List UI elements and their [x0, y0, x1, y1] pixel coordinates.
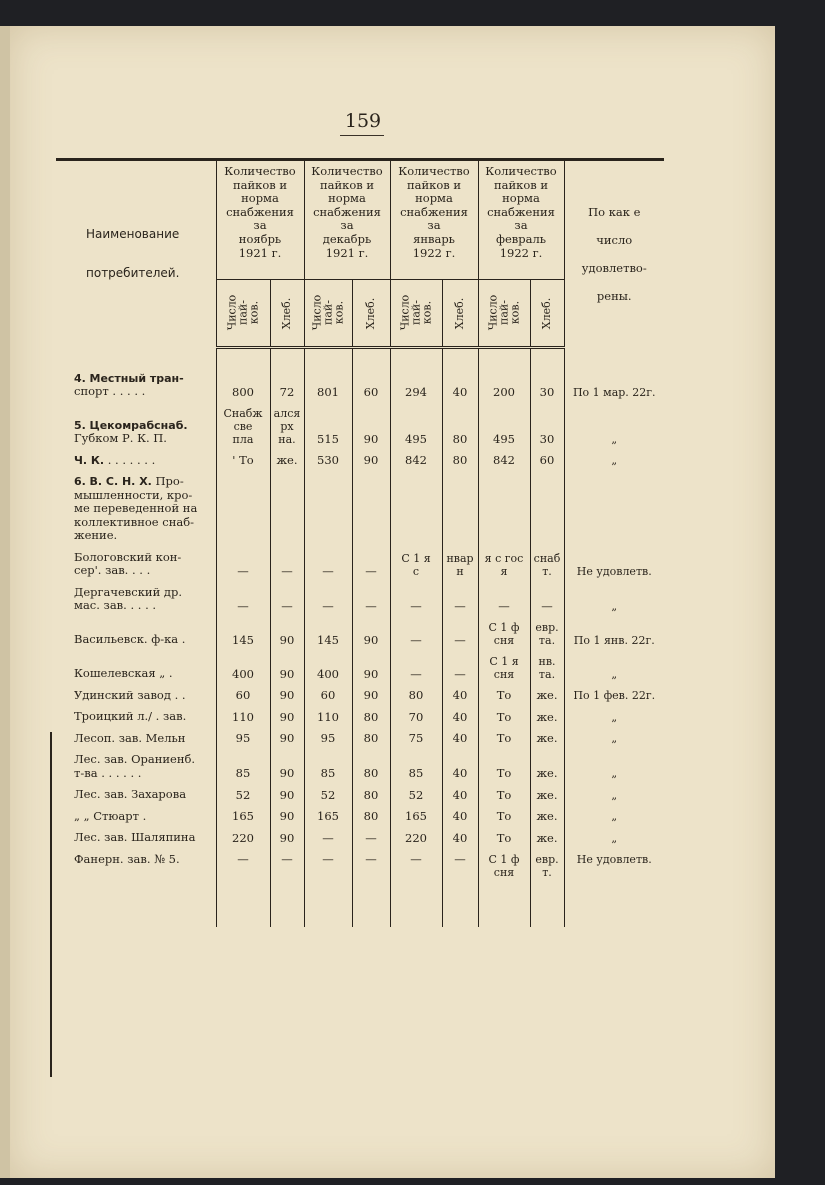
row-name: [56, 782, 216, 804]
row-cell: —: [352, 825, 390, 847]
row-cell: 30: [530, 401, 564, 448]
page-number: 159: [344, 110, 382, 132]
row-cell: [390, 469, 442, 545]
row-cell: То: [478, 804, 530, 826]
subheader-count-label: Число пай- ков.: [310, 294, 346, 331]
row-name-text: „ „ Стюарт .: [74, 808, 147, 823]
row-cell: 530: [304, 448, 352, 470]
row-cell: С 1 я с: [390, 545, 442, 580]
row-name-text: Про- мышленности, кро- ме переведенной на коллективное снаб- жение.: [74, 474, 198, 542]
row-cell: —: [216, 847, 270, 927]
table-row: [56, 469, 664, 545]
row-cell: С 1 ф сня: [478, 847, 530, 927]
row-note: „: [564, 401, 664, 448]
subheader-count-november: [216, 280, 270, 348]
row-cell: 842: [478, 448, 530, 470]
row-cell: —: [304, 580, 352, 615]
row-cell: нв. та.: [530, 649, 564, 683]
row-cell: 801: [304, 348, 352, 401]
row-cell: —: [216, 545, 270, 580]
table-row: [56, 448, 664, 470]
row-cell: 40: [442, 825, 478, 847]
row-name-bold: Местный тран-: [89, 371, 184, 385]
row-cell: 495: [478, 401, 530, 448]
row-cell: То: [478, 683, 530, 705]
header-name: [56, 160, 216, 348]
row-cell: 85: [304, 747, 352, 782]
row-name: [56, 825, 216, 847]
row-cell: 90: [352, 401, 390, 448]
row-cell: 80: [442, 401, 478, 448]
row-cell: 90: [270, 683, 304, 705]
row-note: „: [564, 726, 664, 748]
row-name-text: Лес. зав. Захарова: [74, 787, 187, 801]
row-cell: —: [352, 580, 390, 615]
row-cell: То: [478, 704, 530, 726]
row-name: [56, 469, 216, 545]
row-name: [56, 448, 216, 470]
row-cell: 40: [442, 804, 478, 826]
table-row: [56, 782, 664, 804]
row-cell: же.: [530, 825, 564, 847]
row-cell: 165: [304, 804, 352, 826]
row-cell: —: [304, 545, 352, 580]
table-row: [56, 348, 664, 401]
row-note: Не удовлетв.: [564, 545, 664, 580]
row-name-text: Дергачевский др. мас. зав. . . . .: [74, 584, 182, 612]
row-cell: —: [352, 545, 390, 580]
row-note: По 1 янв. 22г.: [564, 615, 664, 649]
row-cell: [530, 469, 564, 545]
row-name-text: спорт . . . . .: [74, 384, 146, 398]
subheader-count-label: Число пай- ков.: [486, 294, 522, 331]
row-name: [56, 348, 216, 401]
row-cell: 220: [390, 825, 442, 847]
table-row: [56, 825, 664, 847]
left-border-rule: [50, 732, 52, 1077]
row-name-bold: В. С. Н. Х.: [89, 475, 152, 488]
row-cell: же.: [270, 448, 304, 470]
subheader-bread-february: [530, 280, 564, 348]
row-number: 4.: [74, 371, 86, 385]
row-cell: 495: [390, 401, 442, 448]
row-cell: —: [390, 649, 442, 683]
row-cell: 165: [390, 804, 442, 826]
row-name-bold: Цекомрабснаб.: [89, 418, 188, 432]
row-name-text: Лес. зав. Шаляпина: [74, 830, 196, 844]
row-cell: 80: [352, 804, 390, 826]
row-cell: 52: [216, 782, 270, 804]
row-cell: 90: [270, 747, 304, 782]
row-name-text: Васильевск. ф-ка .: [74, 632, 186, 646]
row-cell: —: [442, 615, 478, 649]
row-cell: 60: [352, 348, 390, 401]
row-note: „: [564, 825, 664, 847]
row-cell: —: [390, 615, 442, 649]
row-cell: То: [478, 747, 530, 782]
row-cell: То: [478, 726, 530, 748]
row-cell: 60: [530, 448, 564, 470]
row-cell: же.: [530, 683, 564, 705]
subheader-bread-label: Хлеб.: [364, 297, 378, 329]
row-cell: 110: [304, 704, 352, 726]
row-cell: же.: [530, 782, 564, 804]
row-note: „: [564, 649, 664, 683]
row-cell: 40: [442, 726, 478, 748]
row-cell: [270, 469, 304, 545]
row-cell: 515: [304, 401, 352, 448]
row-cell: 200: [478, 348, 530, 401]
table-row: [56, 401, 664, 448]
row-cell: 90: [352, 683, 390, 705]
row-cell: 80: [352, 747, 390, 782]
row-cell: —: [478, 580, 530, 615]
row-cell: 40: [442, 747, 478, 782]
row-cell: —: [304, 847, 352, 927]
table-row: [56, 726, 664, 748]
subheader-bread-november: [270, 280, 304, 348]
row-cell: же.: [530, 747, 564, 782]
row-cell: 75: [390, 726, 442, 748]
row-cell: же.: [530, 726, 564, 748]
table-row: [56, 649, 664, 683]
row-cell: 90: [352, 615, 390, 649]
row-note: „: [564, 448, 664, 470]
row-cell: я с гос я: [478, 545, 530, 580]
subheader-bread-december: [352, 280, 390, 348]
row-cell: —: [442, 580, 478, 615]
row-note: Не удовлетв.: [564, 847, 664, 927]
row-cell: 90: [270, 649, 304, 683]
row-cell: нвар н: [442, 545, 478, 580]
row-name-text: Губком Р. К. П.: [74, 431, 167, 445]
row-name-text: Удинский завод . .: [74, 687, 186, 702]
subheader-count-december: [304, 280, 352, 348]
row-name: [56, 545, 216, 580]
row-cell: 60: [304, 683, 352, 705]
row-name: [56, 401, 216, 448]
row-cell: 145: [216, 615, 270, 649]
table-row: [56, 683, 664, 705]
row-cell: 40: [442, 782, 478, 804]
row-cell: 400: [216, 649, 270, 683]
row-cell: 294: [390, 348, 442, 401]
row-name-text: Троицкий л./ . зав.: [74, 709, 187, 723]
row-name-text: Фанерн. зав. № 5.: [74, 851, 180, 866]
row-cell: евр. та.: [530, 615, 564, 649]
row-cell: 72: [270, 348, 304, 401]
header-group-december: Количество пайков и норма снабжения за декабрь 1921 г.: [304, 160, 390, 280]
header-name-line-2: потребителей.: [86, 266, 180, 281]
row-cell: 80: [352, 782, 390, 804]
page-number-underline: [340, 135, 384, 136]
row-cell: евр. т.: [530, 847, 564, 927]
row-note: „: [564, 704, 664, 726]
row-cell: [442, 469, 478, 545]
row-cell: —: [270, 580, 304, 615]
row-cell: 90: [352, 448, 390, 470]
subheader-count-february: [478, 280, 530, 348]
subheader-count-label: Число пай- ков.: [398, 294, 434, 331]
row-cell: 165: [216, 804, 270, 826]
row-name: [56, 649, 216, 683]
row-number: 6.: [74, 475, 86, 488]
row-cell: 80: [352, 726, 390, 748]
row-cell: 80: [390, 683, 442, 705]
row-cell: 40: [442, 348, 478, 401]
row-cell: —: [530, 580, 564, 615]
header-group-february: Количество пайков и норма снабжения за февраль 1922 г.: [478, 160, 564, 280]
row-cell: 70: [390, 704, 442, 726]
subheader-bread-label: Хлеб.: [453, 297, 467, 329]
row-cell: [216, 469, 270, 545]
subheader-count-january: [390, 280, 442, 348]
header-group-january: Количество пайков и норма снабжения за январь 1922 г.: [390, 160, 478, 280]
row-cell: С 1 я сня: [478, 649, 530, 683]
row-name-bold: Ч. К.: [74, 453, 105, 467]
subheader-bread-january: [442, 280, 478, 348]
row-cell: [352, 469, 390, 545]
table-row: [56, 545, 664, 580]
row-name: [56, 683, 216, 705]
row-cell: 40: [442, 683, 478, 705]
header-name-line-1: Наименование: [86, 227, 180, 242]
row-cell: 400: [304, 649, 352, 683]
row-note: По 1 фев. 22г.: [564, 683, 664, 705]
row-cell: 90: [270, 615, 304, 649]
row-cell: 90: [270, 726, 304, 748]
row-cell: —: [216, 580, 270, 615]
table-row: [56, 747, 664, 782]
row-cell: 90: [270, 825, 304, 847]
row-note: „: [564, 747, 664, 782]
row-note: „: [564, 580, 664, 615]
row-cell: То: [478, 782, 530, 804]
subheader-bread-label: Хлеб.: [540, 297, 554, 329]
row-name: [56, 804, 216, 826]
row-cell: же.: [530, 704, 564, 726]
row-cell: 95: [216, 726, 270, 748]
row-cell: 90: [352, 649, 390, 683]
header-group-november: Количество пайков и норма снабжения за ноябрь 1921 г.: [216, 160, 304, 280]
row-name-text: Бологовский кон- сер'. зав. . . .: [74, 549, 182, 577]
row-cell: 95: [304, 726, 352, 748]
row-name: [56, 615, 216, 649]
row-cell: Снабж све пла: [216, 401, 270, 448]
row-cell: 800: [216, 348, 270, 401]
header-satisfied: По как е число удовлетво- рены.: [564, 160, 664, 348]
table-row: [56, 847, 664, 927]
row-number: 5.: [74, 418, 86, 432]
row-cell: 85: [216, 747, 270, 782]
row-note: „: [564, 782, 664, 804]
row-name-text: . . . . . . .: [107, 452, 156, 467]
table-row: [56, 704, 664, 726]
row-cell: То: [478, 825, 530, 847]
row-cell: [478, 469, 530, 545]
row-cell: —: [442, 649, 478, 683]
row-name: [56, 580, 216, 615]
table-row: [56, 804, 664, 826]
row-cell: [304, 469, 352, 545]
row-cell: 80: [442, 448, 478, 470]
row-cell: —: [352, 847, 390, 927]
row-note: [564, 469, 664, 545]
row-cell: 220: [216, 825, 270, 847]
supply-table: [56, 158, 664, 927]
row-name-text: Лес. зав. Ораниенб. т-ва . . . . . .: [74, 752, 196, 780]
row-cell: 85: [390, 747, 442, 782]
row-name-text: Кошелевская „ .: [74, 666, 173, 680]
row-cell: ался рх на.: [270, 401, 304, 448]
row-cell: —: [270, 847, 304, 927]
subheader-bread-label: Хлеб.: [280, 297, 294, 329]
row-cell: же.: [530, 804, 564, 826]
row-note: „: [564, 804, 664, 826]
row-note: По 1 мар. 22г.: [564, 348, 664, 401]
row-cell: С 1 ф сня: [478, 615, 530, 649]
row-name: [56, 847, 216, 927]
row-cell: 90: [270, 782, 304, 804]
row-cell: 110: [216, 704, 270, 726]
row-name: [56, 726, 216, 748]
row-cell: 145: [304, 615, 352, 649]
row-name: [56, 704, 216, 726]
row-cell: 842: [390, 448, 442, 470]
row-cell: 90: [270, 804, 304, 826]
row-cell: 90: [270, 704, 304, 726]
row-cell: —: [304, 825, 352, 847]
row-name-text: Лесоп. зав. Мельн: [74, 730, 186, 745]
row-cell: 80: [352, 704, 390, 726]
row-cell: снаб т.: [530, 545, 564, 580]
row-cell: ' То: [216, 448, 270, 470]
subheader-count-label: Число пай- ков.: [225, 294, 261, 331]
row-cell: —: [270, 545, 304, 580]
table-row: [56, 580, 664, 615]
row-cell: —: [390, 847, 442, 927]
row-cell: 52: [304, 782, 352, 804]
row-cell: 30: [530, 348, 564, 401]
row-cell: —: [390, 580, 442, 615]
row-cell: 40: [442, 704, 478, 726]
row-name: [56, 747, 216, 782]
supply-table-wrapper: [56, 158, 664, 927]
row-cell: 52: [390, 782, 442, 804]
row-cell: —: [442, 847, 478, 927]
table-row: [56, 615, 664, 649]
row-cell: 60: [216, 683, 270, 705]
